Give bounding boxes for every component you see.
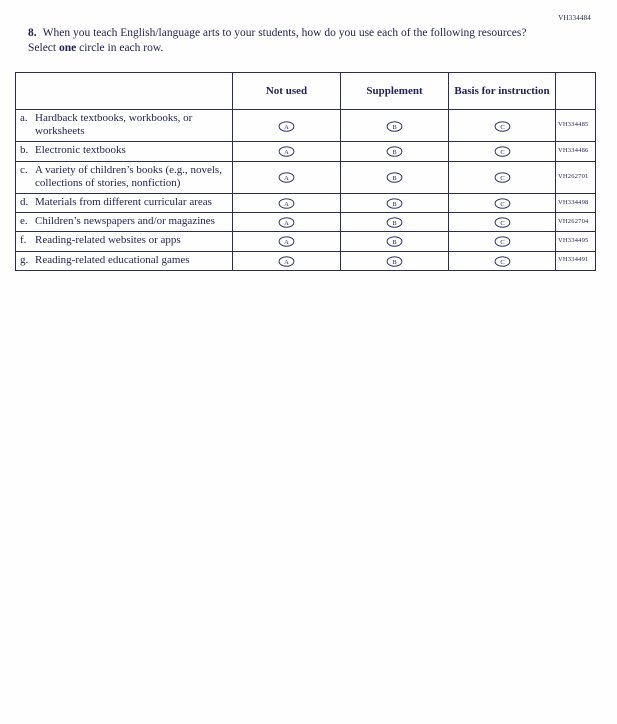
option-cell-not-used[interactable] [233,193,341,212]
svg-text:B: B [392,220,397,228]
response-table [15,72,596,271]
row-letter: c. [20,163,28,176]
answer-circle-icon [278,256,295,267]
option-cell-basis-for-instruction[interactable] [449,232,556,251]
header-supplement: Supplement [341,73,449,110]
row-code: VH334495 [556,232,596,251]
answer-circle-icon [494,146,511,157]
question-text [28,27,526,54]
answer-circle-icon [494,256,511,267]
svg-text:C: C [499,201,505,208]
row-label-cell [16,161,233,193]
row-text: Hardback textbooks, workbooks, or worksheets [35,112,193,138]
row-text: Materials from different curricular areas [35,195,212,208]
row-code: VH334485 [556,110,596,142]
question-number: 8. [28,27,37,39]
option-cell-not-used[interactable] [233,110,341,142]
row-letter: b. [20,144,29,157]
answer-circle-icon [494,217,511,228]
svg-text:B: B [392,201,397,208]
option-cell-basis-for-instruction[interactable] [449,213,556,232]
answer-circle-icon [386,198,403,209]
row-code: VH334491 [556,251,596,270]
svg-text:A: A [284,239,289,247]
table-row [16,213,596,232]
svg-text:B: B [392,123,397,131]
row-text: Reading-related websites or apps [35,234,181,247]
row-label-cell [16,193,233,212]
row-letter: e. [20,215,28,228]
table-row [16,110,596,142]
header-basis-for-instruction: Basis for instruction [449,73,556,110]
row-label-cell [16,110,233,142]
svg-text:B: B [392,175,397,183]
answer-circle-icon [386,217,403,228]
row-text: Electronic textbooks [35,144,126,157]
question-text-suffix: circle in each row. [76,41,164,54]
svg-text:A: A [284,123,289,131]
row-label-cell [16,232,233,251]
row-code: VH262704 [556,213,596,232]
answer-circle-icon [494,172,511,183]
question-text-prefix: When you teach English/language arts to your students, how do you use each of the following resources? Select [28,27,527,54]
answer-circle-icon [494,121,511,132]
svg-text:C: C [499,220,505,228]
option-cell-supplement[interactable] [341,110,449,142]
svg-text:C: C [499,239,505,247]
option-cell-not-used[interactable] [233,232,341,251]
option-cell-supplement[interactable] [341,161,449,193]
question-block [28,26,548,56]
answer-circle-icon [278,146,295,157]
svg-text:C: C [499,149,505,157]
answer-circle-icon [278,198,295,209]
answer-circle-icon [386,256,403,267]
svg-text:C: C [499,258,505,266]
row-text: Children’s newspapers and/or magazines [35,215,215,228]
header-empty-cell [16,73,233,110]
row-text: Reading-related educational games [35,253,190,266]
option-cell-supplement[interactable] [341,193,449,212]
option-cell-not-used[interactable] [233,161,341,193]
row-label-cell [16,142,233,161]
row-letter: a. [20,112,28,124]
page-accession-code: VH334484 [558,14,591,22]
table-header-row [16,73,596,110]
row-text: A variety of children’s books (e.g., novels, collections of stories, nonfiction) [35,163,222,189]
answer-circle-icon [278,217,295,228]
row-code: VH262701 [556,161,596,193]
svg-text:B: B [392,258,397,266]
row-label-cell [16,213,233,232]
row-code: VH334486 [556,142,596,161]
option-cell-basis-for-instruction[interactable] [449,161,556,193]
answer-circle-icon [278,236,295,247]
row-letter: g. [20,253,29,266]
answer-circle-icon [494,198,511,209]
header-code-column [556,73,596,110]
answer-circle-icon [278,172,295,183]
answer-circle-icon [386,236,403,247]
option-cell-supplement[interactable] [341,213,449,232]
row-label-cell [16,251,233,270]
option-cell-basis-for-instruction[interactable] [449,142,556,161]
option-cell-supplement[interactable] [341,232,449,251]
row-code: VH334498 [556,193,596,212]
answer-circle-icon [386,121,403,132]
question-text-bold-word: one [58,41,77,54]
row-letter: d. [20,195,29,208]
option-cell-not-used[interactable] [233,142,341,161]
header-not-used: Not used [233,73,341,110]
svg-text:A: A [284,149,289,157]
option-cell-not-used[interactable] [233,213,341,232]
option-cell-basis-for-instruction[interactable] [449,193,556,212]
option-cell-not-used[interactable] [233,251,341,270]
svg-text:B: B [392,239,397,247]
table-row [16,232,596,251]
svg-text:A: A [284,175,289,183]
svg-text:B: B [392,149,397,157]
svg-text:A: A [284,258,289,266]
table-row [16,161,596,193]
table-row [16,142,596,161]
option-cell-basis-for-instruction[interactable] [449,251,556,270]
svg-text:A: A [284,201,289,208]
answer-circle-icon [386,146,403,157]
answer-circle-icon [278,121,295,132]
row-letter: f. [20,234,27,247]
answer-circle-icon [494,236,511,247]
option-cell-supplement[interactable] [341,142,449,161]
option-cell-basis-for-instruction[interactable] [449,110,556,142]
table-row [16,193,596,212]
svg-text:A: A [284,220,289,228]
table-row [16,251,596,270]
option-cell-supplement[interactable] [341,251,449,270]
svg-text:C: C [499,123,505,131]
answer-circle-icon [386,172,403,183]
svg-text:C: C [499,175,505,183]
